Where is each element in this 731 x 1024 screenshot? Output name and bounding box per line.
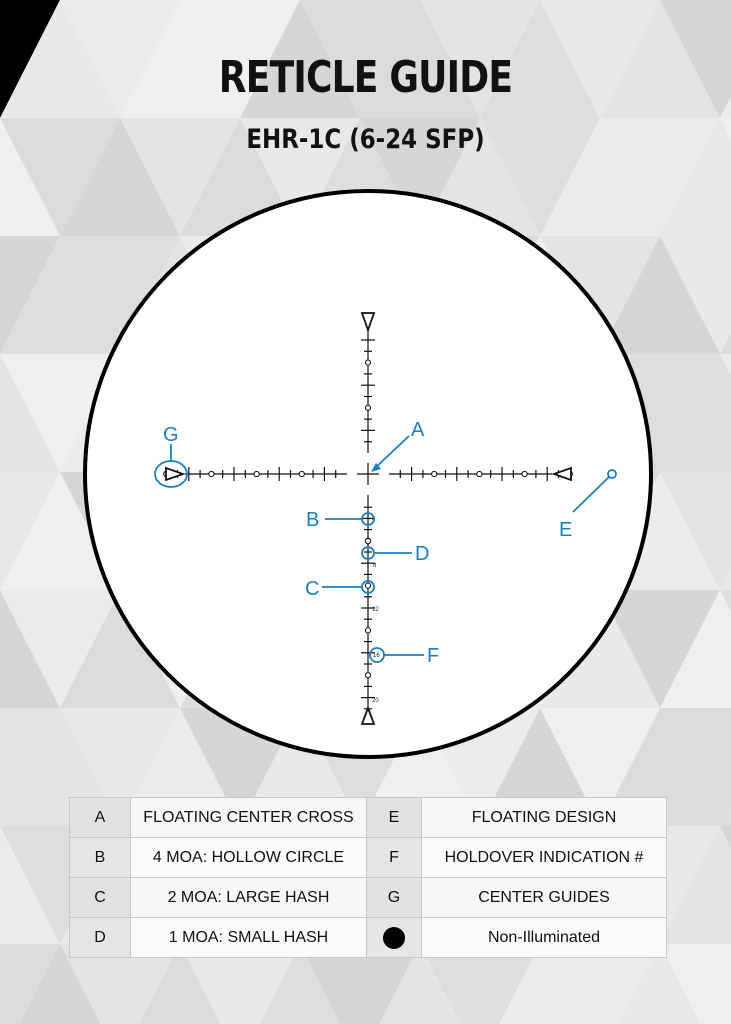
hollow-circle-mark bbox=[365, 405, 370, 410]
hollow-circle-mark bbox=[365, 628, 370, 633]
callout-a-label: A bbox=[411, 419, 425, 441]
page-subtitle: EHR-1C (6-24 SFP) bbox=[246, 124, 485, 155]
callout-f-label: F bbox=[427, 645, 440, 667]
legend-key: B bbox=[70, 838, 131, 878]
hollow-circle-mark bbox=[477, 471, 482, 476]
legend-description: HOLDOVER INDICATION # bbox=[422, 838, 667, 878]
legend-description: 1 MOA: SMALL HASH bbox=[131, 918, 367, 958]
holdover-number-20: 20 bbox=[372, 698, 379, 704]
hollow-circle-mark bbox=[209, 471, 214, 476]
holdover-number-12: 12 bbox=[372, 607, 379, 613]
legend-key: F bbox=[367, 838, 422, 878]
legend-description: CENTER GUIDES bbox=[422, 878, 667, 918]
callout-g-label: G bbox=[163, 424, 179, 446]
legend-description: 4 MOA: HOLLOW CIRCLE bbox=[131, 838, 367, 878]
legend-row bbox=[70, 838, 667, 878]
legend-row bbox=[70, 878, 667, 918]
callout-d-label: D bbox=[415, 543, 430, 565]
hollow-circle-mark bbox=[365, 539, 370, 544]
filled-circle-icon bbox=[383, 927, 405, 949]
legend-row bbox=[70, 918, 667, 958]
legend-key: A bbox=[70, 798, 131, 838]
hollow-circle-mark bbox=[365, 583, 370, 588]
legend-description: Non-Illuminated bbox=[422, 918, 667, 958]
legend-key-non-illuminated bbox=[367, 918, 422, 958]
legend-description: FLOATING CENTER CROSS bbox=[131, 798, 367, 838]
legend-row bbox=[70, 798, 667, 838]
hollow-circle-mark bbox=[365, 360, 370, 365]
legend-key: C bbox=[70, 878, 131, 918]
hollow-circle-mark bbox=[522, 471, 527, 476]
legend-description: FLOATING DESIGN bbox=[422, 798, 667, 838]
callout-e-label: E bbox=[559, 519, 573, 541]
hollow-circle-mark bbox=[365, 673, 370, 678]
legend-description: 2 MOA: LARGE HASH bbox=[131, 878, 367, 918]
legend-table bbox=[69, 797, 667, 958]
legend-key: E bbox=[367, 798, 422, 838]
callout-b-label: B bbox=[306, 509, 320, 531]
callout-c-label: C bbox=[305, 578, 320, 600]
holdover-number-8: 8 bbox=[373, 563, 377, 569]
hollow-circle-mark bbox=[299, 471, 304, 476]
page-title: RETICLE GUIDE bbox=[218, 52, 513, 103]
legend-key: G bbox=[367, 878, 422, 918]
legend-key: D bbox=[70, 918, 131, 958]
hollow-circle-mark bbox=[254, 471, 259, 476]
holdover-number-4: 4 bbox=[372, 517, 376, 523]
hollow-circle-mark bbox=[432, 471, 437, 476]
holdover-number-16: 16 bbox=[373, 653, 380, 659]
